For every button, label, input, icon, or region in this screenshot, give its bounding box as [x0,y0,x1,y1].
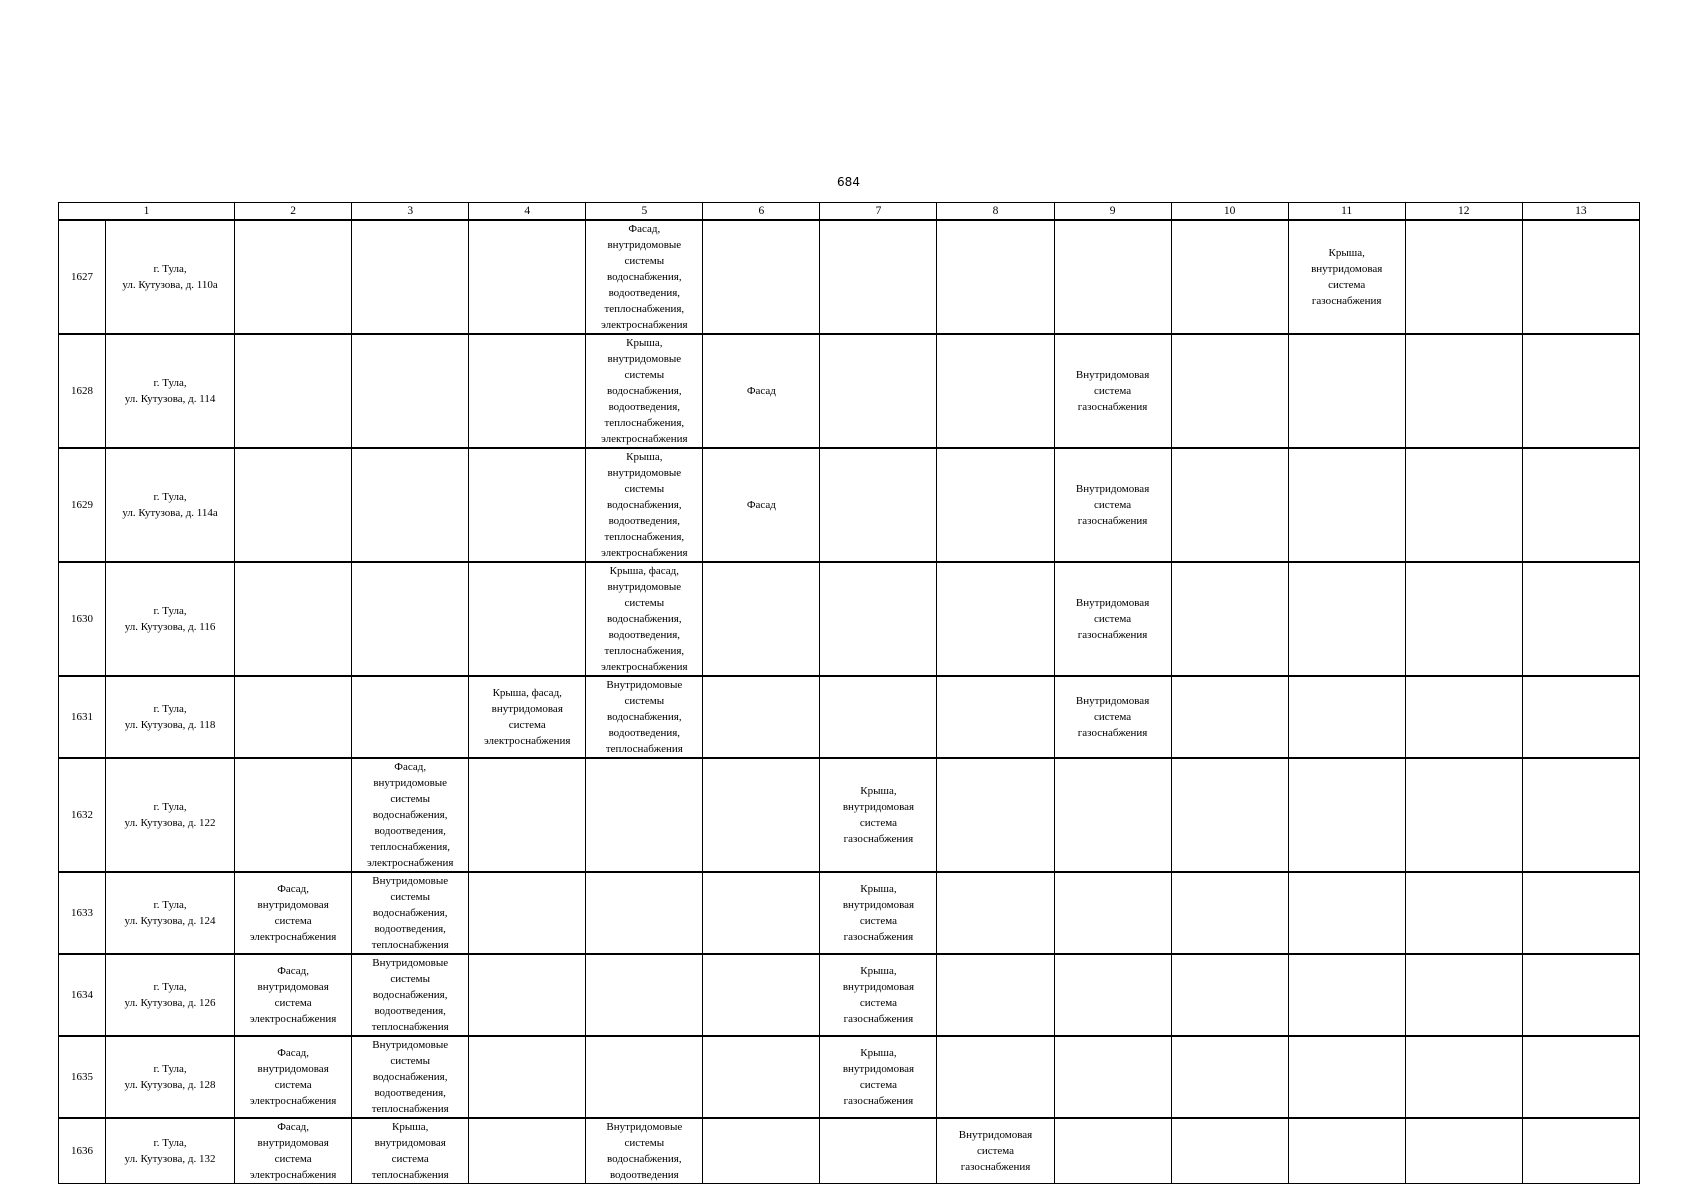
work-cell [1171,954,1288,1036]
table-row [59,954,1640,1036]
work-cell: Внутридомовая система газоснабжения [1054,676,1171,758]
work-cell: Фасад, внутридомовые системы водоснабжения, водоотведения, теплоснабжения, электроснабжения [352,758,469,872]
work-cell [1288,676,1405,758]
work-cell [703,872,820,954]
work-cell: Крыша, внутридомовые системы водоснабжения, водоотведения, теплоснабжения, электроснабжения [586,448,703,562]
work-cell [1405,872,1522,954]
row-number: 1634 [59,954,106,1036]
work-cell [1405,676,1522,758]
address-cell [106,954,235,1036]
table-row [59,676,1640,758]
address-city: г. Тула, [153,801,187,813]
table-row [59,334,1640,448]
work-cell [1054,758,1171,872]
work-cell [937,954,1054,1036]
work-cell [469,448,586,562]
row-number: 1633 [59,872,106,954]
work-cell [1522,676,1639,758]
address-city: г. Тула, [153,899,187,911]
work-cell [1405,1118,1522,1184]
work-cell [703,562,820,676]
work-cell: Крыша, фасад, внутридомовая система электроснабжения [469,676,586,758]
address-city: г. Тула, [153,605,187,617]
work-cell [1522,954,1639,1036]
row-number: 1631 [59,676,106,758]
work-cell [1054,220,1171,334]
work-cell: Внутридомовые системы водоснабжения, водоотведения, теплоснабжения [352,954,469,1036]
table-row [59,758,1640,872]
work-cell [1405,220,1522,334]
work-cell [1171,562,1288,676]
work-cell [469,954,586,1036]
work-cell [1171,758,1288,872]
work-cell: Внутридомовые системы водоснабжения, водоотведения, теплоснабжения [352,1036,469,1118]
work-cell [352,676,469,758]
work-cell [352,562,469,676]
table-row [59,448,1640,562]
work-cell [586,758,703,872]
column-header: 8 [937,203,1054,221]
column-header: 9 [1054,203,1171,221]
address-cell [106,562,235,676]
row-number: 1628 [59,334,106,448]
work-cell [1171,1118,1288,1184]
work-cell [820,1118,937,1184]
address-city: г. Тула, [153,1137,187,1149]
row-number: 1630 [59,562,106,676]
row-number: 1629 [59,448,106,562]
work-cell: Внутридомовая система газоснабжения [1054,562,1171,676]
address-city: г. Тула, [153,377,187,389]
work-cell [1522,562,1639,676]
work-cell [703,676,820,758]
work-cell [820,220,937,334]
column-header: 3 [352,203,469,221]
work-cell: Крыша, внутридомовая система газоснабжения [1288,220,1405,334]
work-cell [1054,954,1171,1036]
work-cell [937,872,1054,954]
work-cell: Фасад, внутридомовая система электроснабжения [235,1118,352,1184]
address-cell [106,448,235,562]
work-cell: Внутридомовые системы водоснабжения, водоотведения, теплоснабжения [586,676,703,758]
work-cell: Внутридомовые системы водоснабжения, водоотведения [586,1118,703,1184]
address-cell [106,334,235,448]
work-cell [352,220,469,334]
work-cell [1522,1118,1639,1184]
column-header: 7 [820,203,937,221]
address-cell [106,676,235,758]
table-row [59,220,1640,334]
work-cell [937,758,1054,872]
work-cell: Внутридомовая система газоснабжения [937,1118,1054,1184]
work-cell [1288,562,1405,676]
work-cell: Крыша, внутридомовая система газоснабжения [820,1036,937,1118]
work-cell: Крыша, внутридомовая система газоснабжения [820,872,937,954]
work-cell [469,758,586,872]
work-cell [1405,334,1522,448]
row-number: 1635 [59,1036,106,1118]
column-header: 11 [1288,203,1405,221]
work-cell [1522,220,1639,334]
column-header: 13 [1522,203,1639,221]
address-street: ул. Кутузова, д. 114 [124,393,216,405]
column-header: 4 [469,203,586,221]
work-cell [469,220,586,334]
table-row [59,1036,1640,1118]
work-cell [1288,954,1405,1036]
repair-schedule-table [58,202,1640,1184]
address-city: г. Тула, [153,981,187,993]
work-cell [469,334,586,448]
work-cell: Фасад, внутридомовые системы водоснабжения, водоотведения, теплоснабжения, электроснабжения [586,220,703,334]
column-number-row [59,203,1640,221]
work-cell [1171,220,1288,334]
work-cell: Внутридомовая система газоснабжения [1054,334,1171,448]
address-street: ул. Кутузова, д. 122 [124,817,216,829]
work-cell [1054,1036,1171,1118]
work-cell: Фасад [703,448,820,562]
work-cell [1405,1036,1522,1118]
work-cell [937,562,1054,676]
work-cell [1522,758,1639,872]
work-cell [235,448,352,562]
address-cell [106,758,235,872]
work-cell [235,758,352,872]
work-cell [235,334,352,448]
work-cell [586,1036,703,1118]
work-cell: Крыша, внутридомовая система газоснабжения [820,954,937,1036]
work-cell [1288,872,1405,954]
work-cell [469,562,586,676]
work-cell [937,676,1054,758]
work-cell [1522,872,1639,954]
work-cell: Крыша, внутридомовые системы водоснабжения, водоотведения, теплоснабжения, электроснабжения [586,334,703,448]
work-cell [820,562,937,676]
column-header: 12 [1405,203,1522,221]
work-cell [1522,334,1639,448]
work-cell [1405,562,1522,676]
work-cell [703,1118,820,1184]
work-cell [1171,676,1288,758]
address-city: г. Тула, [153,1063,187,1075]
work-cell [586,872,703,954]
work-cell [937,220,1054,334]
work-cell [1522,1036,1639,1118]
column-header: 1 [59,203,235,221]
address-street: ул. Кутузова, д. 126 [124,997,216,1009]
work-cell [937,448,1054,562]
column-header: 2 [235,203,352,221]
work-cell [1288,1036,1405,1118]
row-number: 1636 [59,1118,106,1184]
address-street: ул. Кутузова, д. 124 [124,915,216,927]
work-cell: Фасад, внутридомовая система электроснабжения [235,954,352,1036]
work-cell [703,220,820,334]
address-city: г. Тула, [153,491,187,503]
work-cell [1288,448,1405,562]
work-cell [469,1118,586,1184]
work-cell [586,954,703,1036]
work-cell [1288,1118,1405,1184]
address-cell [106,1036,235,1118]
work-cell [352,334,469,448]
work-cell [1288,334,1405,448]
work-cell [469,872,586,954]
column-header: 6 [703,203,820,221]
work-cell [820,676,937,758]
work-cell: Фасад, внутридомовая система электроснабжения [235,872,352,954]
page-number: 684 [837,175,860,189]
table-row [59,872,1640,954]
column-header: 10 [1171,203,1288,221]
work-cell [820,334,937,448]
address-cell [106,1118,235,1184]
work-cell [235,562,352,676]
work-cell: Фасад [703,334,820,448]
work-cell: Крыша, фасад, внутридомовые системы водоснабжения, водоотведения, теплоснабжения, электроснабжения [586,562,703,676]
address-street: ул. Кутузова, д. 118 [124,719,216,731]
address-city: г. Тула, [153,263,187,275]
address-street: ул. Кутузова, д. 128 [124,1079,216,1091]
work-cell: Внутридомовая система газоснабжения [1054,448,1171,562]
work-cell [1405,954,1522,1036]
table-row [59,562,1640,676]
work-cell [937,1036,1054,1118]
work-cell [703,954,820,1036]
work-cell [1171,334,1288,448]
work-cell [1288,758,1405,872]
column-header: 5 [586,203,703,221]
work-cell [352,448,469,562]
work-cell [1054,872,1171,954]
work-cell [235,676,352,758]
work-cell [1522,448,1639,562]
address-street: ул. Кутузова, д. 132 [124,1153,216,1165]
work-cell [820,448,937,562]
row-number: 1632 [59,758,106,872]
work-cell [703,1036,820,1118]
work-cell: Фасад, внутридомовая система электроснабжения [235,1036,352,1118]
work-cell: Внутридомовые системы водоснабжения, водоотведения, теплоснабжения [352,872,469,954]
work-cell [1171,448,1288,562]
address-street: ул. Кутузова, д. 116 [124,621,216,633]
work-cell [1054,1118,1171,1184]
address-street: ул. Кутузова, д. 110а [122,279,218,291]
row-number: 1627 [59,220,106,334]
address-cell [106,872,235,954]
work-cell [937,334,1054,448]
work-cell: Крыша, внутридомовая система теплоснабжения [352,1118,469,1184]
work-cell [1171,1036,1288,1118]
address-city: г. Тула, [153,703,187,715]
work-cell [1405,758,1522,872]
work-cell [235,220,352,334]
work-cell [703,758,820,872]
work-cell [469,1036,586,1118]
address-street: ул. Кутузова, д. 114а [122,507,218,519]
work-cell: Крыша, внутридомовая система газоснабжения [820,758,937,872]
address-cell [106,220,235,334]
work-cell [1171,872,1288,954]
table-row [59,1118,1640,1184]
work-cell [1405,448,1522,562]
